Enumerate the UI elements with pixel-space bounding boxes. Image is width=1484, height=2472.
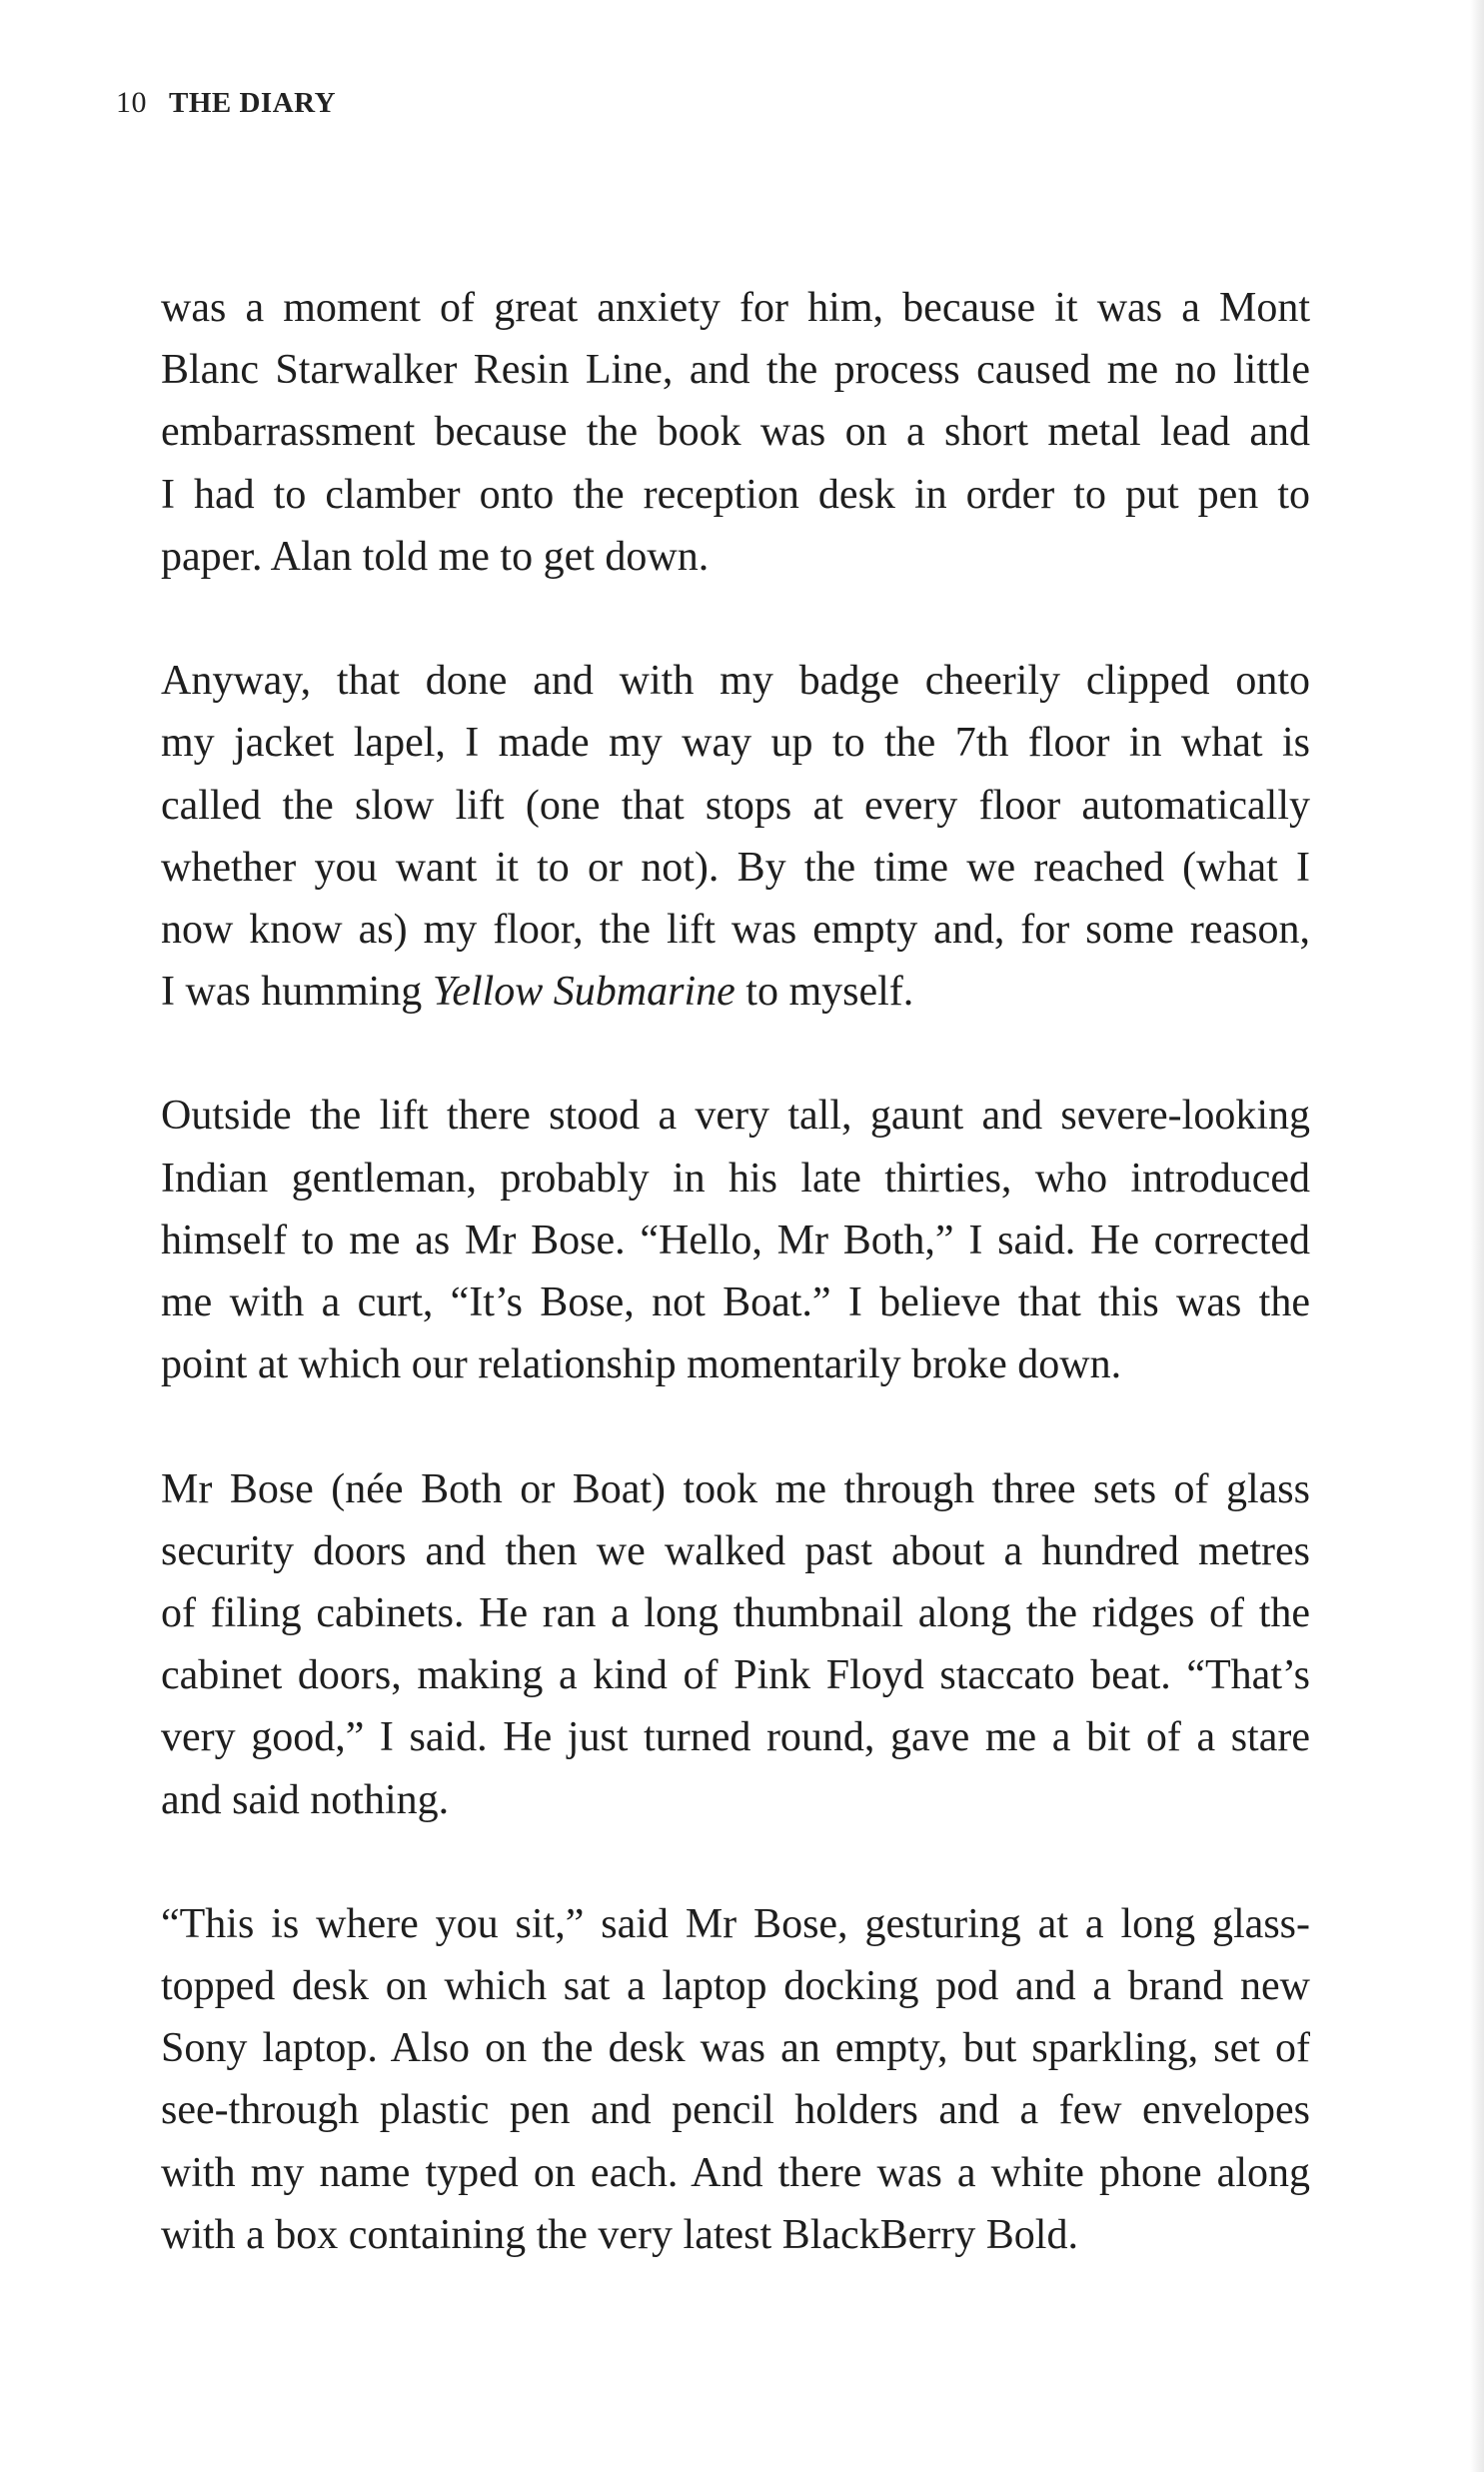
text-line: my jacket lapel, I made my way up to the 7th floor in what is (161, 720, 1310, 767)
body-text (161, 277, 1310, 2266)
text-line: and said nothing. (161, 1776, 450, 1823)
text-line: topped desk on which sat a laptop docking pod and a brand new (161, 1963, 1310, 2010)
paragraph-5 (161, 1893, 1310, 2266)
text-line: called the slow lift (one that stops at every floor automatically (161, 782, 1310, 829)
text-line: Outside the lift there stood a very tall, gaunt and severe-looking (161, 1093, 1310, 1140)
text-line: Sony laptop. Also on the desk was an empty, but sparkling, set of (161, 2025, 1310, 2072)
paragraph-4 (161, 1458, 1310, 1831)
text-line: embarrassment because the book was on a short metal lead and (161, 409, 1310, 456)
running-header (116, 86, 336, 120)
text-line: Anyway, that done and with my badge cheerily clipped onto (161, 658, 1310, 705)
text-line-with-italic (161, 961, 1310, 1023)
text-line: paper. Alan told me to get down. (161, 533, 710, 580)
text-run: I was humming (161, 969, 433, 1016)
paragraph-2 (161, 650, 1310, 1023)
page-edge-shadow (1470, 0, 1484, 2472)
text-line: Mr Bose (née Both or Boat) took me through three sets of glass (161, 1465, 1310, 1512)
paragraph-1 (161, 277, 1310, 588)
text-line: I had to clamber onto the reception desk in order to put pen to (161, 471, 1310, 518)
text-line: security doors and then we walked past about a hundred metres (161, 1527, 1310, 1574)
text-line: now know as) my floor, the lift was empty and, for some reason, (161, 906, 1310, 953)
text-line: of filing cabinets. He ran a long thumbnail along the ridges of the (161, 1589, 1310, 1636)
text-line: cabinet doors, making a kind of Pink Floyd staccato beat. “That’s (161, 1652, 1310, 1699)
song-title: Yellow Submarine (432, 969, 736, 1016)
text-line: Indian gentleman, probably in his late thirties, who introduced (161, 1155, 1310, 1202)
running-title: THE DIARY (169, 87, 337, 119)
text-line: whether you want it to or not). By the time we reached (what I (161, 844, 1310, 891)
text-run: to myself. (735, 969, 914, 1016)
text-line: point at which our relationship momentarily broke down. (161, 1341, 1122, 1388)
paragraph-3 (161, 1085, 1310, 1395)
text-line: Blanc Starwalker Resin Line, and the process caused me no little (161, 347, 1310, 394)
text-line: with a box containing the very latest BlackBerry Bold. (161, 2211, 1078, 2258)
text-line: with my name typed on each. And there was a white phone along (161, 2149, 1310, 2196)
text-line: himself to me as Mr Bose. “Hello, Mr Both,” I said. He corrected (161, 1217, 1310, 1263)
text-line: me with a curt, “It’s Bose, not Boat.” I believe that this was the (161, 1279, 1310, 1325)
text-line: was a moment of great anxiety for him, because it was a Mont (161, 285, 1310, 331)
page-number: 10 (116, 86, 147, 119)
text-line: see-through plastic pen and pencil holders and a few envelopes (161, 2087, 1310, 2134)
text-line: very good,” I said. He just turned round, gave me a bit of a stare (161, 1714, 1310, 1761)
text-line: “This is where you sit,” said Mr Bose, gesturing at a long glass- (161, 1900, 1310, 1947)
